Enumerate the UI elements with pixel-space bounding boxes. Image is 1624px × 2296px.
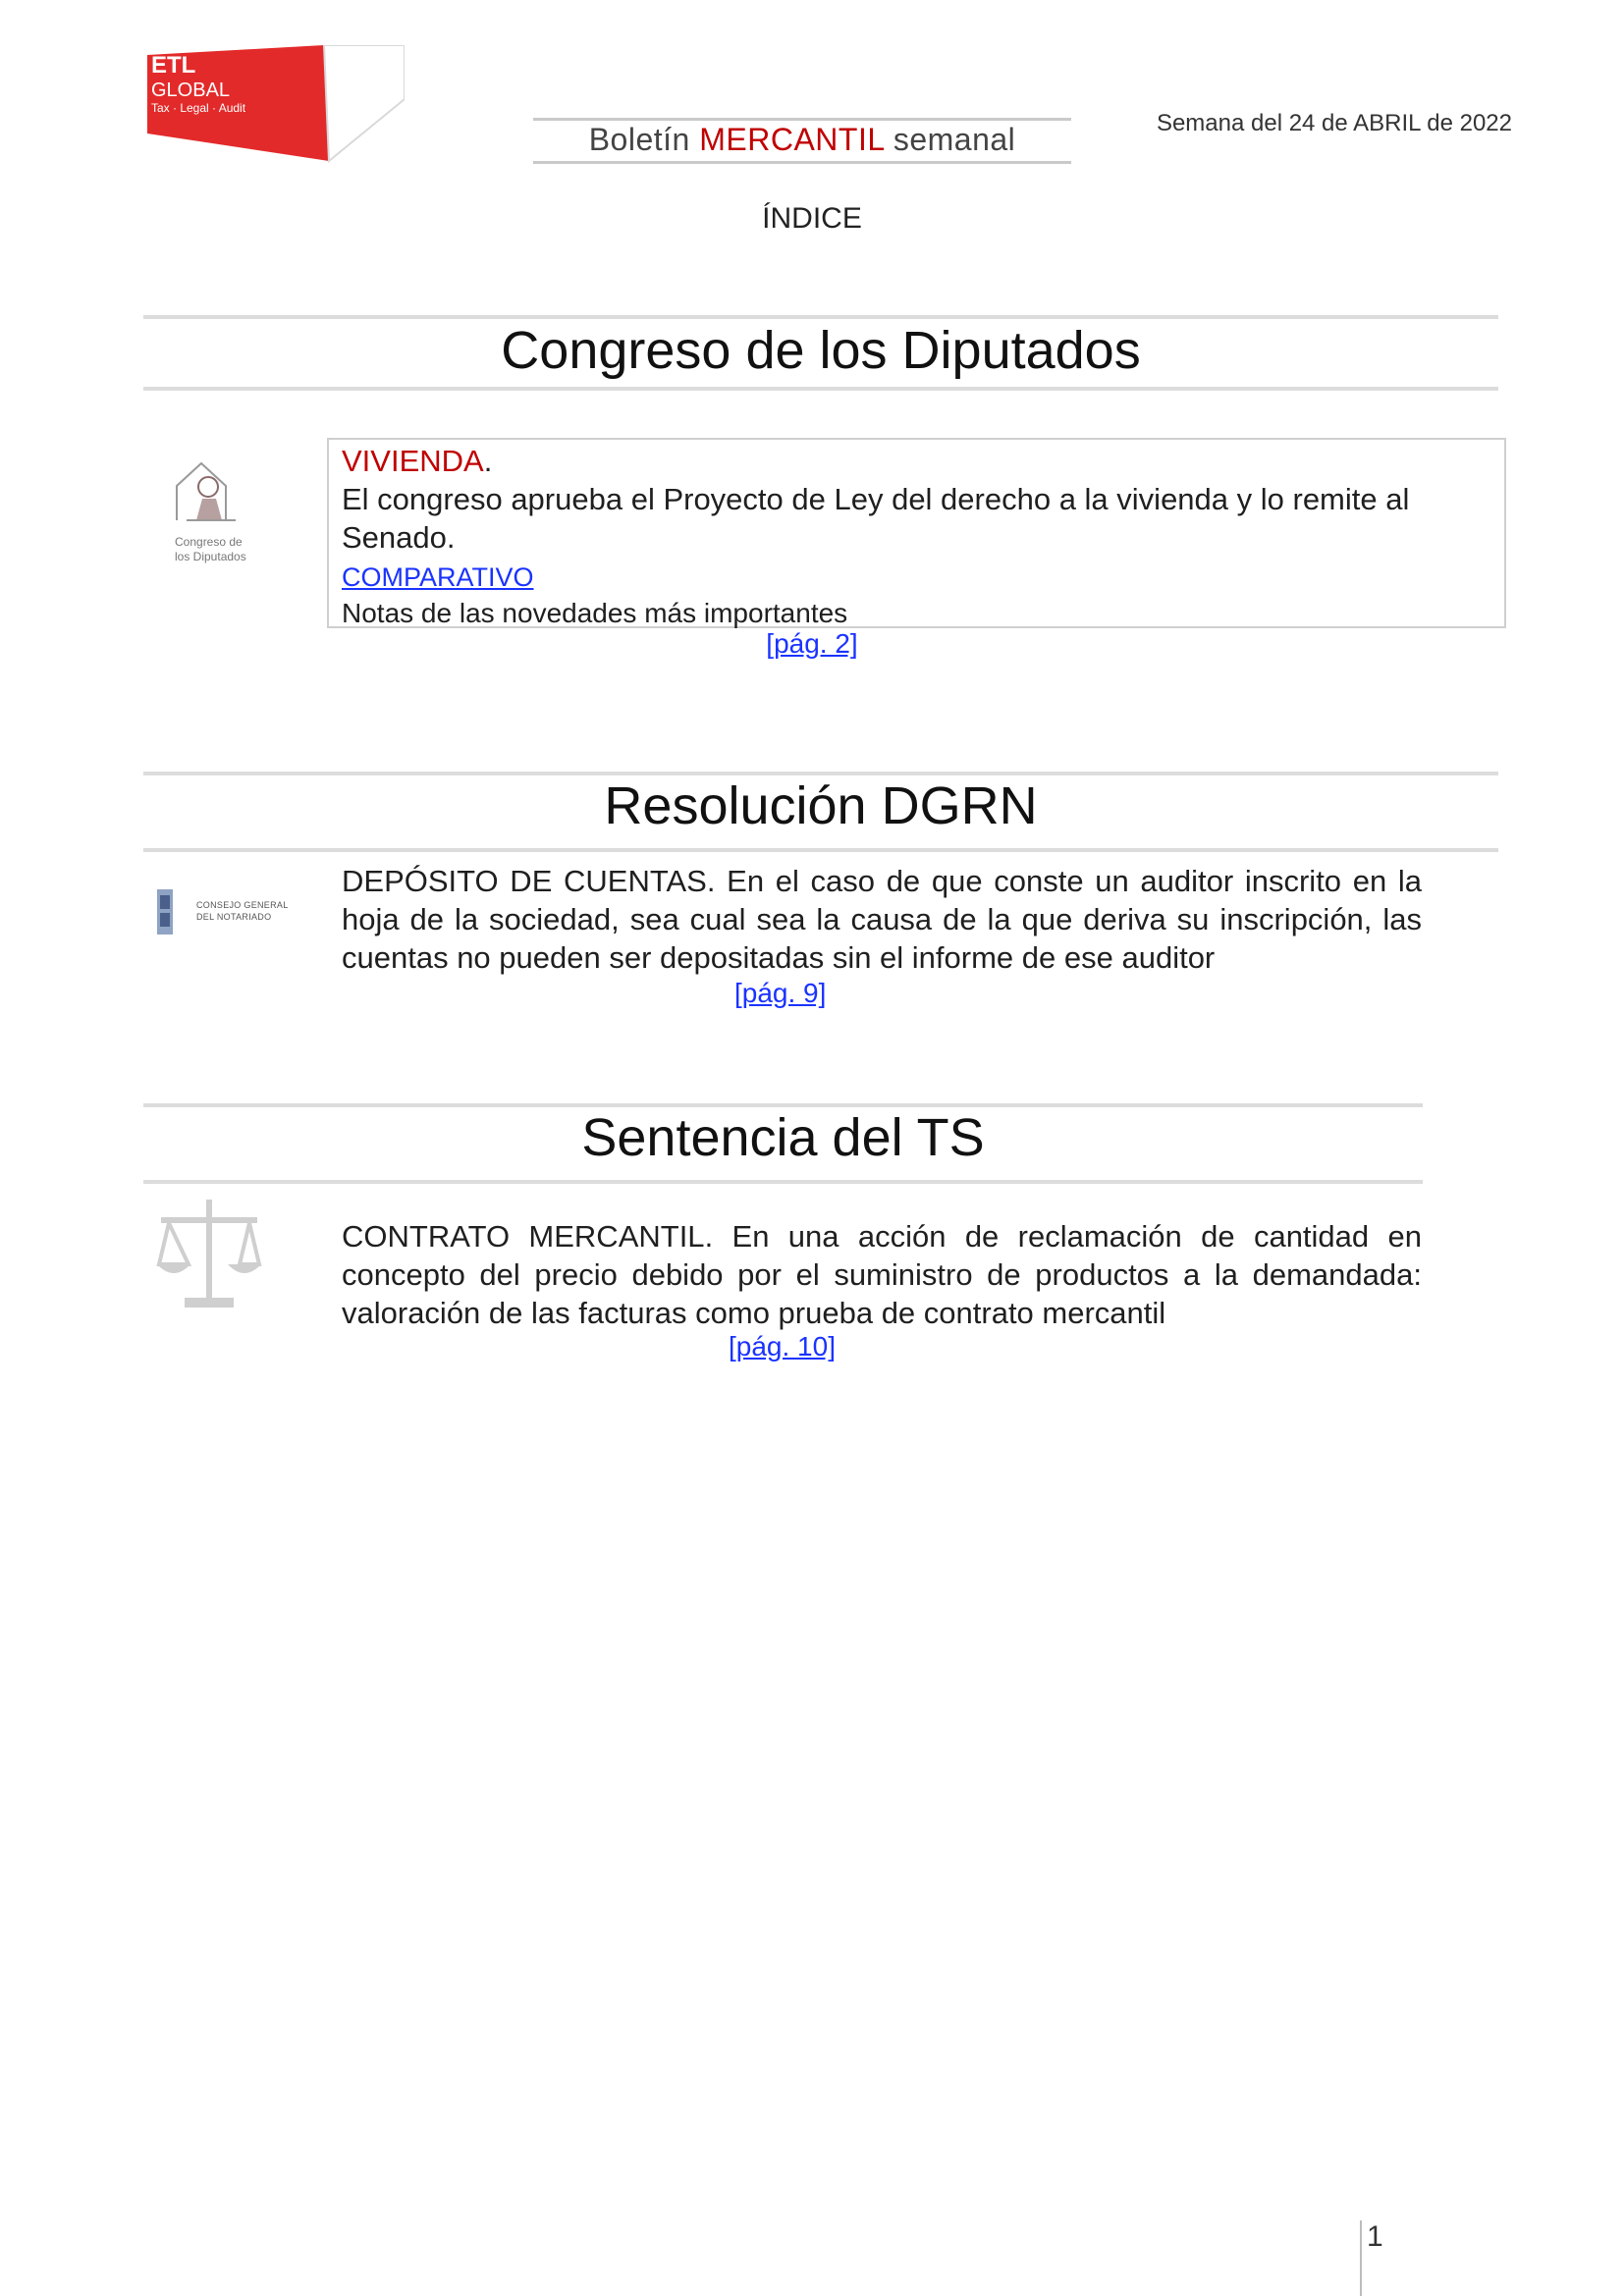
section-title-dgrn: Resolución DGRN [604, 776, 1038, 835]
logo-text-tagline: Tax · Legal · Audit [151, 101, 246, 115]
page-link-9[interactable]: [pág. 9] [734, 978, 827, 1008]
notariado-label-2: DEL NOTARIADO [196, 912, 272, 922]
header-rule-bottom [533, 161, 1071, 164]
section-title-sentencia: Sentencia del TS [581, 1108, 985, 1167]
item-deposito [342, 862, 1422, 977]
item-contrato [342, 1217, 1422, 1332]
section-rule-bottom [143, 848, 1498, 852]
header-rule-top [533, 118, 1071, 121]
notariado-logo [155, 887, 293, 946]
section-rule-bottom [143, 387, 1498, 391]
congreso-logo-label-2: los Diputados [175, 550, 246, 563]
item-body-contrato: . En una acción de reclamación de cantidad en concepto del precio debido por el suministro de productos a la demandada: valoración de las facturas como prueba de contrato mercantil [342, 1219, 1422, 1330]
week-date: Semana del 24 de ABRIL de 2022 [1156, 110, 1512, 136]
logo-text-global: GLOBAL [151, 80, 231, 101]
notariado-emblem-icon [155, 887, 175, 936]
bulletin-title-accent: MERCANTIL [699, 122, 885, 157]
section-rule-top [143, 315, 1498, 319]
congress-building-icon [157, 452, 265, 530]
page-number: 1 [1367, 2220, 1383, 2253]
item-note-vivienda: Notas de las novedades más importantes [342, 598, 848, 628]
congreso-logo [157, 452, 265, 569]
section-rule-bottom [143, 1180, 1423, 1184]
item-body-deposito: . En el caso de que conste un auditor inscrito en la hoja de la sociedad, sea cual sea la causa de la que deriva su inscripción, las cuentas no pueden ser depositadas sin el informe de ese auditor [342, 864, 1422, 975]
item-heading-deposito: DEPÓSITO DE CUENTAS [342, 864, 707, 898]
page-link-10[interactable]: [pág. 10] [729, 1331, 836, 1362]
section-title-congreso: Congreso de los Diputados [501, 321, 1141, 380]
page-link-2[interactable]: [pág. 2] [766, 628, 858, 659]
bulletin-title: Boletín MERCANTIL semanal [588, 122, 1016, 157]
index-title: ÍNDICE [762, 202, 862, 235]
item-heading-contrato: CONTRATO MERCANTIL [342, 1219, 705, 1254]
etl-global-logo [147, 45, 405, 163]
page-number-rule [1360, 2220, 1362, 2296]
notariado-label-1: CONSEJO GENERAL [196, 900, 289, 910]
logo-text-etl: ETL [151, 52, 196, 79]
comparativo-link[interactable]: COMPARATIVO [342, 562, 534, 592]
item-vivienda: VIVIENDA. El congreso aprueba el Proyecto de Ley del derecho a la vivienda y lo remite al Senado. COMPARATIVO Notas de las novedades más importantes [342, 442, 1500, 630]
item-body-vivienda: El congreso aprueba el Proyecto de Ley del derecho a la vivienda y lo remite al Senado. [342, 482, 1410, 555]
scales-of-justice-icon [155, 1196, 263, 1313]
item-heading-vivienda: VIVIENDA [342, 444, 484, 478]
congreso-logo-label-1: Congreso de [175, 535, 243, 549]
